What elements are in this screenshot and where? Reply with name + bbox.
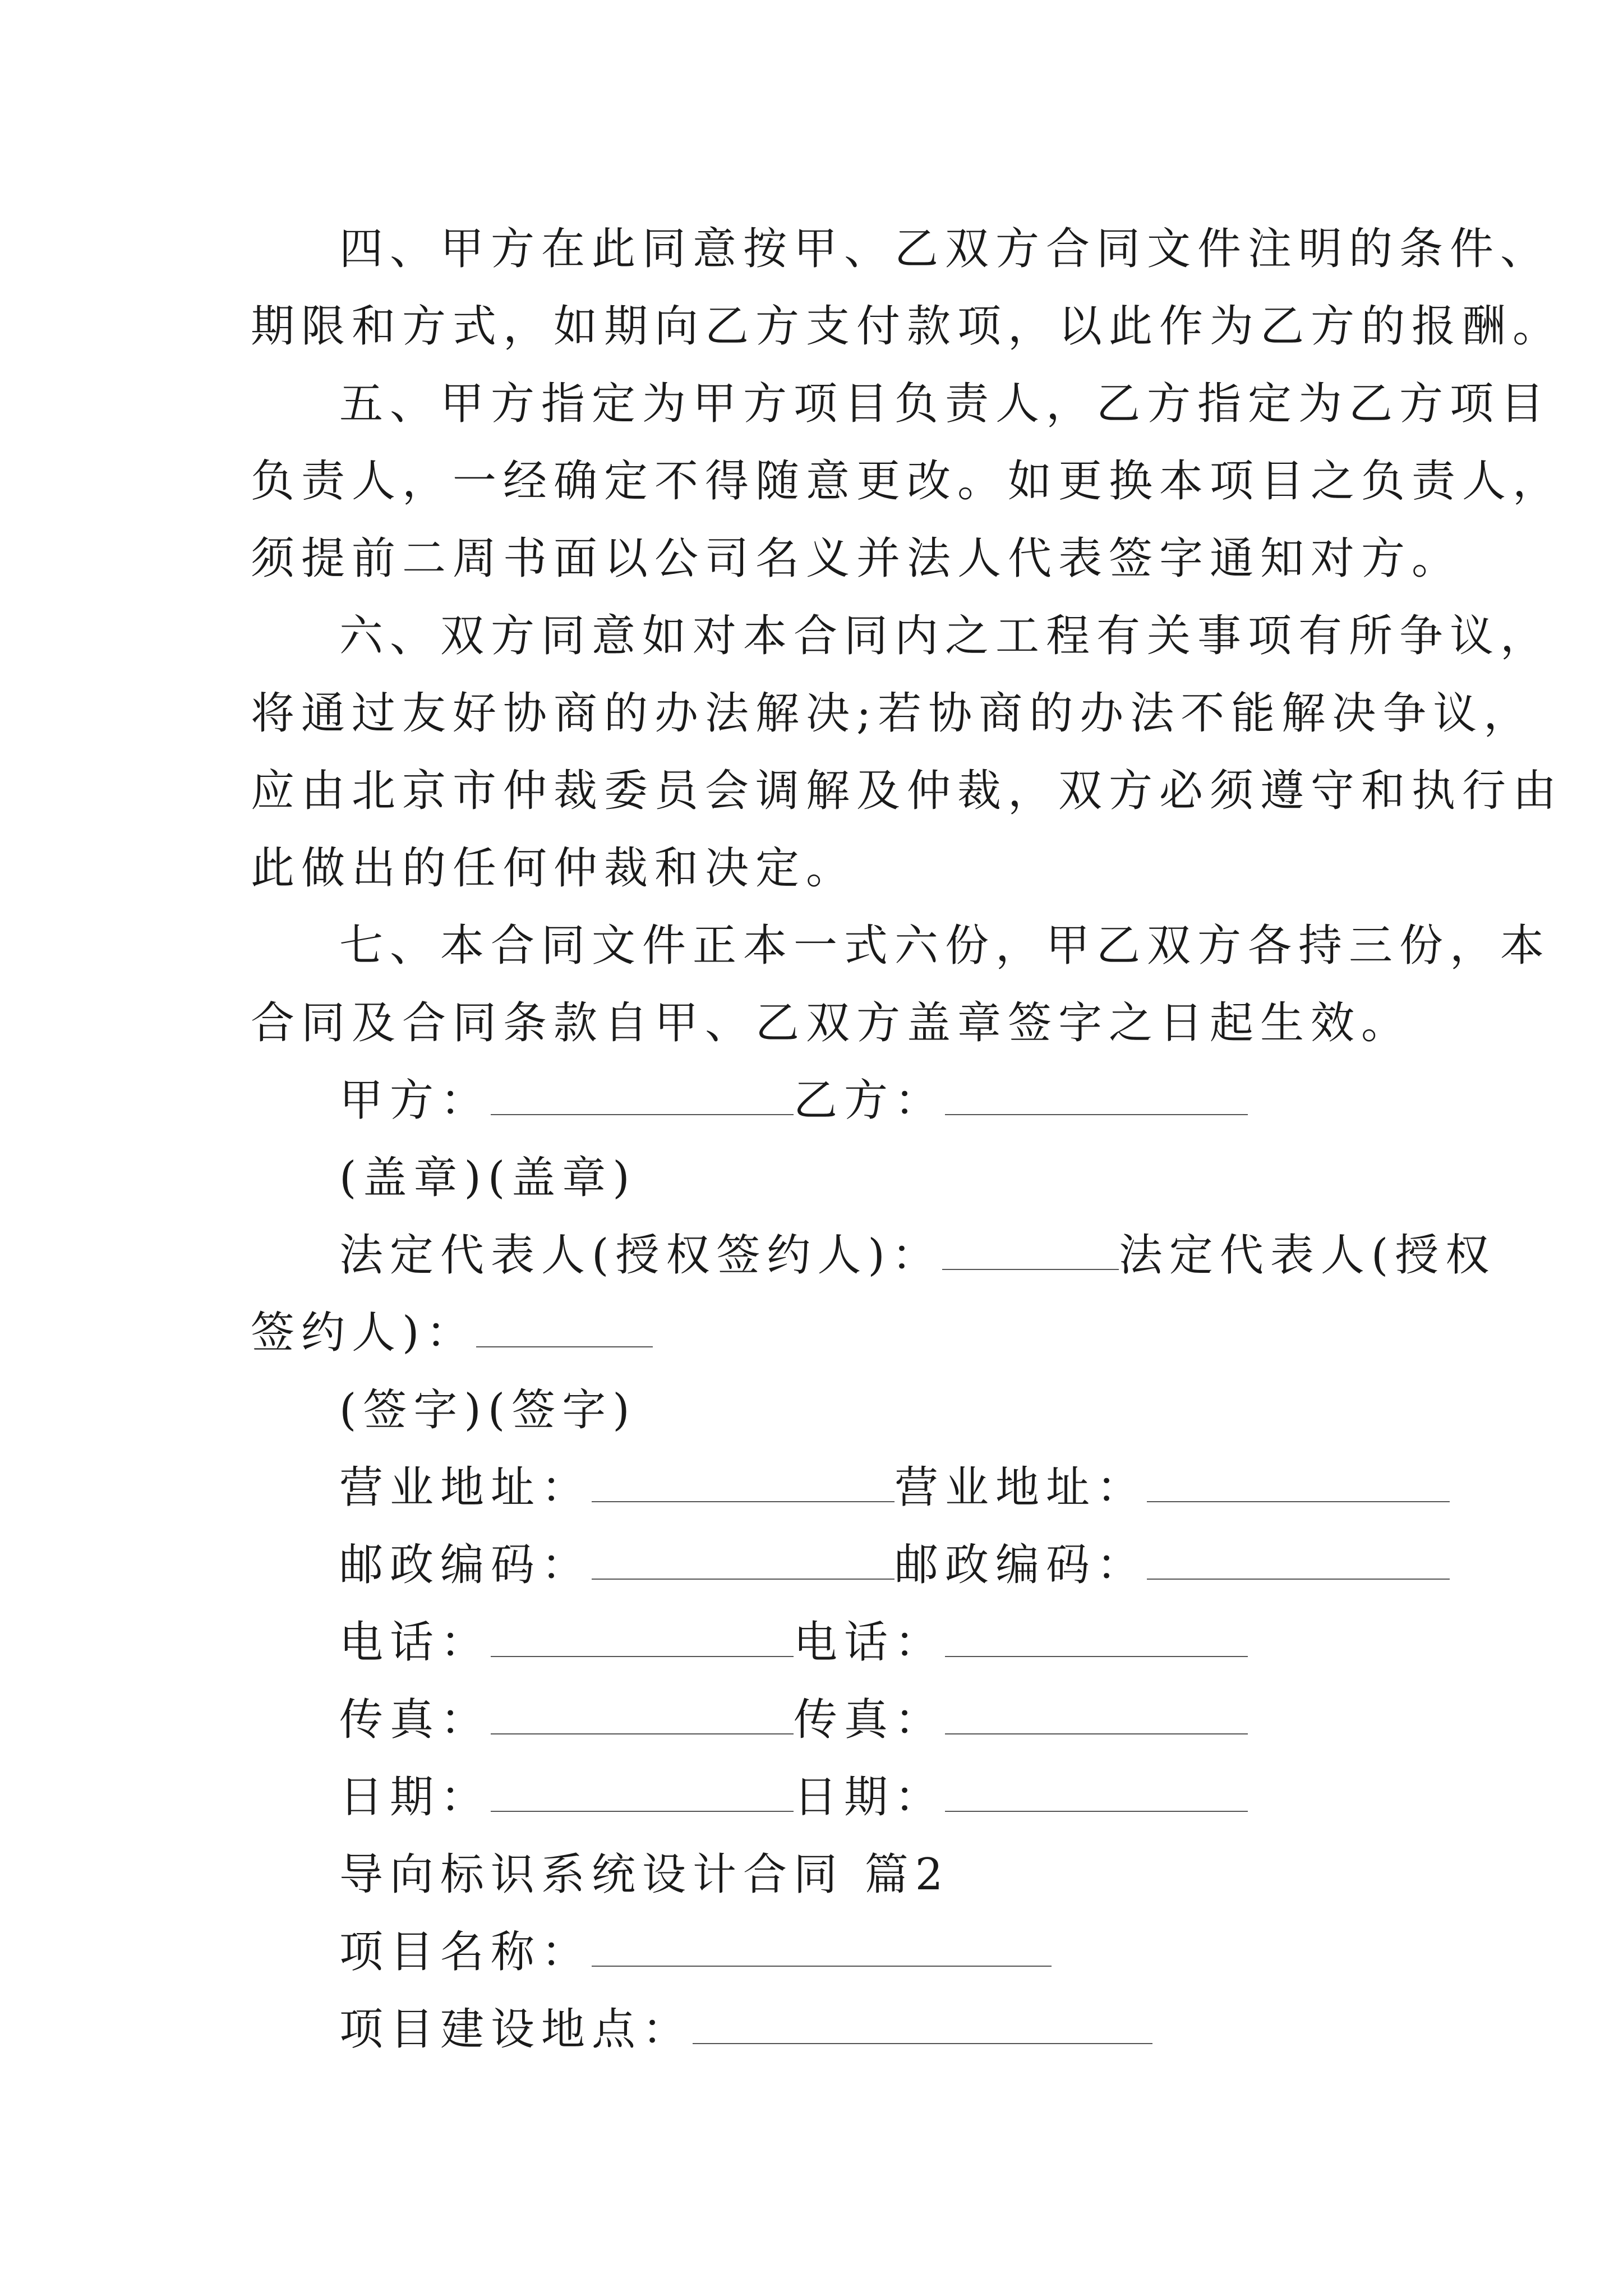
clause-5-line-1: 五、甲方指定为甲方项目负责人，乙方指定为乙方项目 xyxy=(339,379,1551,429)
project-site-label: 项目建设地点： xyxy=(339,2004,693,2055)
date-b-label: 日期： xyxy=(794,1772,946,1823)
rep-a-blank[interactable] xyxy=(942,1235,1119,1270)
rep-b-label-part2: 签约人)： xyxy=(251,1308,477,1358)
clause-6-line-1: 六、双方同意如对本合同内之工程有关事项有所争议， xyxy=(339,611,1551,661)
address-b-label: 营业地址： xyxy=(895,1462,1147,1513)
date-b-blank[interactable] xyxy=(945,1777,1248,1812)
project-site-blank[interactable] xyxy=(693,2009,1152,2044)
rep-a-label: 法定代表人(授权签约人)： xyxy=(339,1230,942,1281)
phone-line xyxy=(251,1604,1428,1681)
section-2-title: 导向标识系统设计合同 篇2 xyxy=(339,1849,950,1900)
phone-b-label: 电话： xyxy=(794,1617,946,1668)
clause-6-line-2: 将通过友好协商的办法解决;若协商的办法不能解决争议， xyxy=(251,688,1534,739)
date-line xyxy=(251,1759,1428,1836)
representative-line-cont xyxy=(251,1294,1428,1372)
phone-a-blank[interactable] xyxy=(491,1622,794,1657)
clause-7-line-1: 七、本合同文件正本一式六份，甲乙双方各持三份，本 xyxy=(339,921,1551,971)
address-b-blank[interactable] xyxy=(1147,1467,1450,1502)
postcode-b-label: 邮政编码： xyxy=(895,1540,1147,1590)
project-site-line xyxy=(251,1991,1428,2068)
address-a-blank[interactable] xyxy=(592,1467,895,1502)
clause-7-line-2: 合同及合同条款自甲、乙双方盖章签字之日起生效。 xyxy=(251,998,1412,1048)
clause-5-line-2: 负责人，一经确定不得随意更改。如更换本项目之负责人， xyxy=(251,456,1564,507)
clause-4-line-1: 四、甲方在此同意按甲、乙双方合同文件注明的条件、 xyxy=(339,224,1551,274)
party-b-label: 乙方： xyxy=(794,1075,946,1126)
fax-a-label: 传真： xyxy=(339,1695,491,1745)
contract-body xyxy=(251,210,1564,2068)
postcode-line xyxy=(251,1526,1428,1604)
rep-b-blank[interactable] xyxy=(476,1313,653,1347)
fax-line xyxy=(251,1681,1428,1759)
party-a-blank[interactable] xyxy=(491,1080,794,1115)
address-a-label: 营业地址： xyxy=(339,1462,592,1513)
rep-b-label-part1: 法定代表人(授权 xyxy=(1118,1230,1496,1281)
seal-line: (盖章)(盖章) xyxy=(339,1153,637,1203)
clause-5-line-3: 须提前二周书面以公司名义并法人代表签字通知对方。 xyxy=(251,533,1463,584)
postcode-a-label: 邮政编码： xyxy=(339,1540,592,1590)
phone-b-blank[interactable] xyxy=(945,1622,1248,1657)
party-b-blank[interactable] xyxy=(945,1080,1248,1115)
project-name-blank[interactable] xyxy=(592,1932,1052,1967)
fax-b-label: 传真： xyxy=(794,1695,946,1745)
address-line xyxy=(251,1449,1428,1526)
clause-6-line-3: 应由北京市仲裁委员会调解及仲裁，双方必须遵守和执行由 xyxy=(251,766,1564,816)
date-a-blank[interactable] xyxy=(491,1777,794,1812)
fax-b-blank[interactable] xyxy=(945,1700,1248,1734)
postcode-b-blank[interactable] xyxy=(1147,1545,1450,1580)
representative-line xyxy=(251,1217,1496,1294)
date-a-label: 日期： xyxy=(339,1772,491,1823)
party-a-label: 甲方： xyxy=(339,1075,491,1126)
fax-a-blank[interactable] xyxy=(491,1700,794,1734)
party-line xyxy=(251,1062,1428,1139)
postcode-a-blank[interactable] xyxy=(592,1545,895,1580)
project-name-label: 项目名称： xyxy=(339,1927,592,1977)
clause-4-line-2: 期限和方式，如期向乙方支付款项，以此作为乙方的报酬。 xyxy=(251,301,1564,352)
sign-line: (签字)(签字) xyxy=(339,1385,637,1435)
clause-6-line-4: 此做出的任何仲裁和决定。 xyxy=(251,843,857,894)
project-name-line xyxy=(251,1913,1428,1991)
phone-a-label: 电话： xyxy=(339,1617,491,1668)
